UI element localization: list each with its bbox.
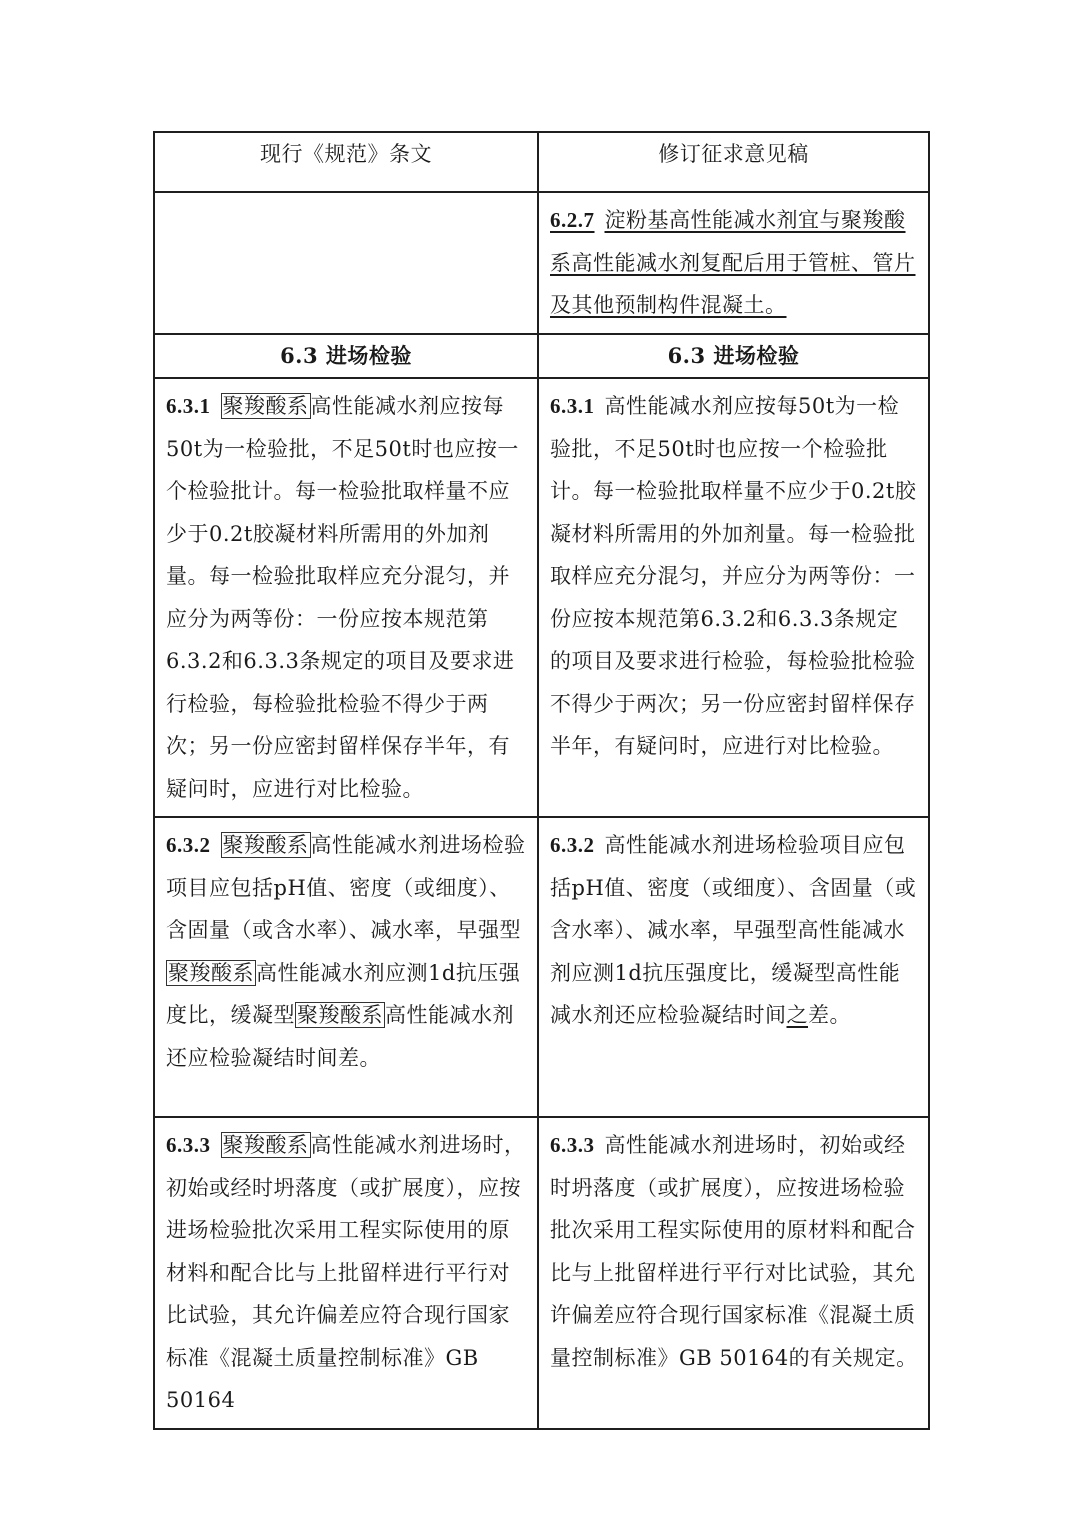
cell-631-left [154, 378, 538, 817]
section-title-left: 6.3 进场检验 [154, 334, 538, 379]
clause-number: 6.3.2 [550, 833, 595, 857]
table-header-row [154, 132, 929, 192]
clause-body: 高性能减水剂进场检验项目应包括pH值、密度（或细度）、含固量（或含水率）、减水率，早强型 [166, 833, 526, 942]
clause-number: 6.3.1 [550, 394, 595, 418]
table-row [154, 192, 929, 334]
clause-body: 高性能减水剂还应检验凝结时间差。 [166, 1003, 514, 1070]
boxed-term: 聚羧酸系 [168, 960, 254, 985]
section-row [154, 334, 929, 379]
table-row [154, 817, 929, 1117]
clause-number: 6.3.1 [166, 394, 211, 418]
cell-627-right [538, 192, 929, 334]
clause-body: 高性能减水剂进场时，初始或经时坍落度（或扩展度），应按进场检验批次采用工程实际使用的原材料和配合比与上批留样进行平行对比试验，其允许偏差应符合现行国家标准《混凝土质量控制标准》GB 50164的有关规定。 [550, 1133, 918, 1370]
clause-number: 6.3.3 [550, 1133, 595, 1157]
underlined-text: 之 [786, 1003, 808, 1027]
cell-632-right [538, 817, 929, 1117]
clause-body: 高性能减水剂应测1d抗压强度比，缓凝型 [166, 960, 521, 1027]
boxed-term: 聚羧酸系 [222, 1133, 309, 1157]
clause-body: 高性能减水剂进场检验项目应包括pH值、密度（或细度）、含固量（或含水率）、减水率，早强型高性能减水剂应测1d抗压强度比，缓凝型高性能减水剂还应检验凝结时间 [550, 833, 917, 1027]
clause-body: 高性能减水剂进场时，初始或经时坍落度（或扩展度），应按进场检验批次采用工程实际使用的原材料和配合比与上批留样进行平行对比试验，其允许偏差应符合现行国家标准《混凝土质量控制标准》GB 50164 [166, 1133, 526, 1412]
clause-number: 6.2.7 [550, 208, 595, 232]
cell-631-right [538, 378, 929, 817]
header-current-clause: 现行《规范》条文 [154, 132, 538, 192]
cell-633-right [538, 1117, 929, 1429]
header-revision-draft: 修订征求意见稿 [538, 132, 929, 192]
boxed-term: 聚羧酸系 [297, 1003, 383, 1027]
boxed-term: 聚羧酸系 [222, 833, 309, 857]
cell-627-left [154, 192, 538, 334]
table-row [154, 1117, 929, 1429]
cell-632-left [154, 817, 538, 1117]
boxed-term: 聚羧酸系 [222, 394, 309, 418]
clause-627-text [539, 193, 928, 333]
clause-body: 淀粉基高性能减水剂宜与聚羧酸系高性能减水剂复配后用于管桩、管片及其他预制构件混凝土。 [550, 208, 916, 317]
table-row [154, 378, 929, 817]
clause-number: 6.3.2 [166, 833, 211, 857]
clause-body: 差。 [808, 1003, 851, 1027]
comparison-table [153, 131, 930, 1430]
cell-633-left [154, 1117, 538, 1429]
clause-body: 高性能减水剂应按每50t为一检验批，不足50t时也应按一个检验批计。每一检验批取样量不应少于0.2t胶凝材料所需用的外加剂量。每一检验批取样应充分混匀，并应分为两等份：一份应按本规范第6.3.2和6.3.3条规定的项目及要求进行检验，每检验批检验不得少于两次；另一份应密封留样保存半年，有疑问时，应进行对比检验。 [166, 394, 519, 801]
clause-number: 6.3.3 [166, 1133, 211, 1157]
clause-body: 高性能减水剂应按每50t为一检验批，不足50t时也应按一个检验批计。每一检验批取样量不应少于0.2t胶凝材料所需用的外加剂量。每一检验批取样应充分混匀，并应分为两等份：一份应按本规范第6.3.2和6.3.3条规定的项目及要求进行检验，每检验批检验不得少于两次；另一份应密封留样保存半年，有疑问时，应进行对比检验。 [550, 394, 917, 758]
section-title-right: 6.3 进场检验 [538, 334, 929, 379]
